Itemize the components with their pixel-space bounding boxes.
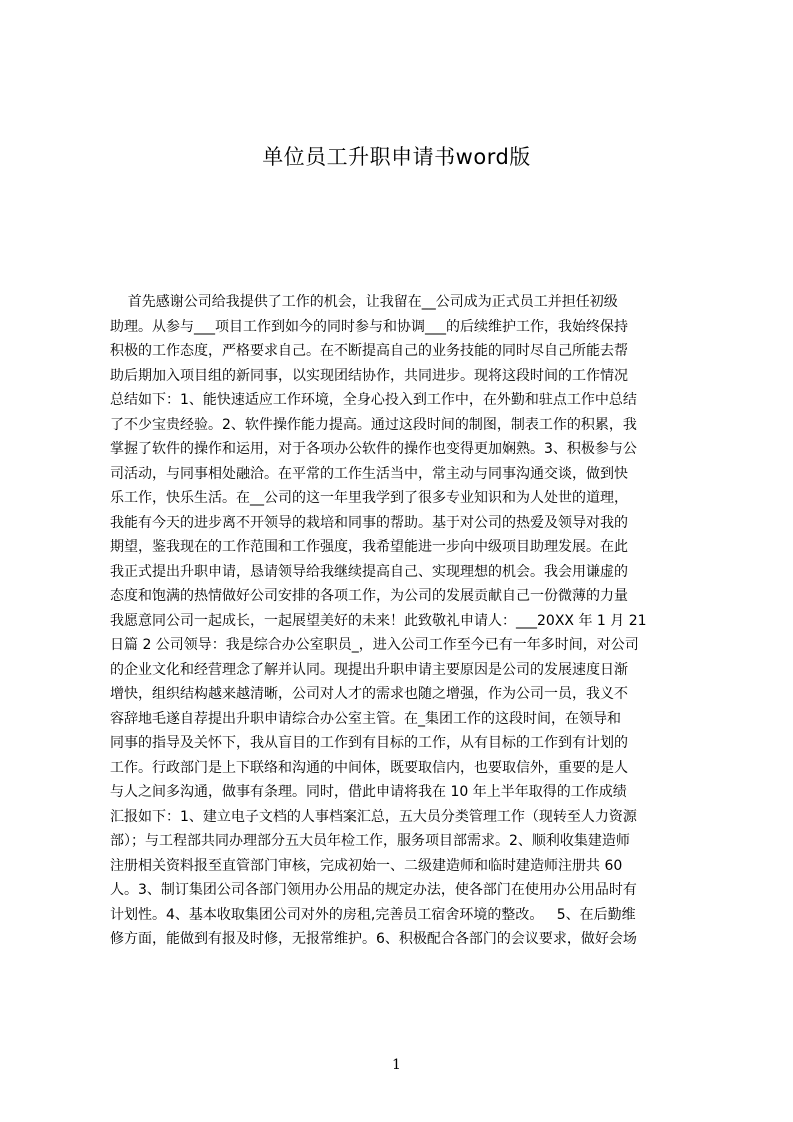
body-line: 日篇 2 公司领导：我是综合办公室职员_，进入公司工作至今已有一年多时间，对公司 — [110, 637, 639, 653]
body-line: 掌握了软件的操作和运用，对于各项办公软件的操作也变得更加娴熟。3、积极参与公 — [110, 441, 637, 457]
body-line: 积极的工作态度，严格要求自己。在不断提高自己的业务技能的同时尽自己所能去帮 — [110, 343, 628, 359]
body-line: 期望，鉴我现在的工作范围和工作强度，我希望能进一步向中级项目助理发展。在此 — [110, 539, 628, 555]
document-title: 单位员工升职申请书word版 — [262, 145, 531, 169]
body-line: 我正式提出升职申请，恳请领导给我继续提高自己、实现理想的机会。我会用谦虚的 — [110, 563, 628, 580]
body-line: 助理。从参与___项目工作到如今的同时参与和协调___的后续维护工作，我始终保持 — [110, 318, 628, 335]
body-line: 汇报如下：1、建立电子文档的人事档案汇总，五大员分类管理工作（现转至人力资源 — [110, 808, 637, 825]
body-line: 与人之间多沟通，做事有条理。同时，借此申请将我在 10 年上半年取得的工作成绩 — [110, 784, 627, 800]
body-line: 容辞地毛遂自荐提出升职申请综合办公室主管。在_集团工作的这段时间，在领导和 — [110, 710, 621, 727]
body-line: 增快，组织结构越来越清晰，公司对人才的需求也随之增强，作为公司一员，我义不 — [110, 686, 628, 702]
body-line: 了不少宝贵经验。2、软件操作能力提高。通过这段时间的制图，制表工作的积累，我 — [110, 416, 637, 433]
body-line: 司活动，与同事相处融洽。在平常的工作生活当中，常主动与同事沟通交谈，做到快 — [110, 465, 628, 482]
body-line: 乐工作，快乐生活。在__公司的这一年里我学到了很多专业知识和为人处世的道理， — [110, 490, 628, 506]
body-line: 总结如下：1、能快速适应工作环境，全身心投入到工作中，在外勤和驻点工作中总结 — [110, 392, 637, 408]
body-line: 计划性。4、基本收取集团公司对外的房租,完善员工宿舍环境的整改。 5、在后勤维 — [110, 906, 636, 923]
body-line: 的企业文化和经营理念了解并认同。现提出升职申请主要原因是公司的发展速度日渐 — [110, 661, 628, 678]
body-line: 部）；与工程部共同办理部分五大员年检工作，服务项目部需求。2、顺利收集建造师 — [110, 833, 630, 849]
body-line: 我愿意同公司一起成长，一起展望美好的未来！此致敬礼申请人：___20XX 年 1 月 21 — [110, 612, 647, 629]
body-line: 同事的指导及关怀下，我从盲目的工作到有目标的工作，从有目标的工作到有计划的 — [110, 735, 628, 751]
body-line: 人。3、制订集团公司各部门领用办公用品的规定办法，使各部门在使用办公用品时有 — [110, 882, 637, 898]
body-line: 修方面，能做到有报及时修，无报常维护。6、积极配合各部门的会议要求，做好会场 — [110, 931, 637, 947]
body-line: 我能有今天的进步离不开领导的栽培和同事的帮助。基于对公司的热爱及领导对我的 — [110, 514, 628, 531]
document-body — [110, 290, 698, 952]
body-line: 工作。行政部门是上下联络和沟通的中间体，既要取信内，也要取信外，重要的是人 — [110, 759, 628, 776]
body-line: 助后期加入项目组的新同事，以实现团结协作，共同进步。现将这段时间的工作情况 — [110, 367, 628, 384]
body-line: 注册相关资料报至直管部门审核，完成初始一、二级建造师和临时建造师注册共 60 — [110, 857, 623, 874]
body-line: 首先感谢公司给我提供了工作的机会，让我留在__公司成为正式员工并担任初级 — [110, 294, 618, 310]
page-number: 1 — [392, 1057, 401, 1073]
body-line: 态度和饱满的热情做好公司安排的各项工作，为公司的发展贡献自己一份微薄的力量 — [110, 588, 628, 604]
